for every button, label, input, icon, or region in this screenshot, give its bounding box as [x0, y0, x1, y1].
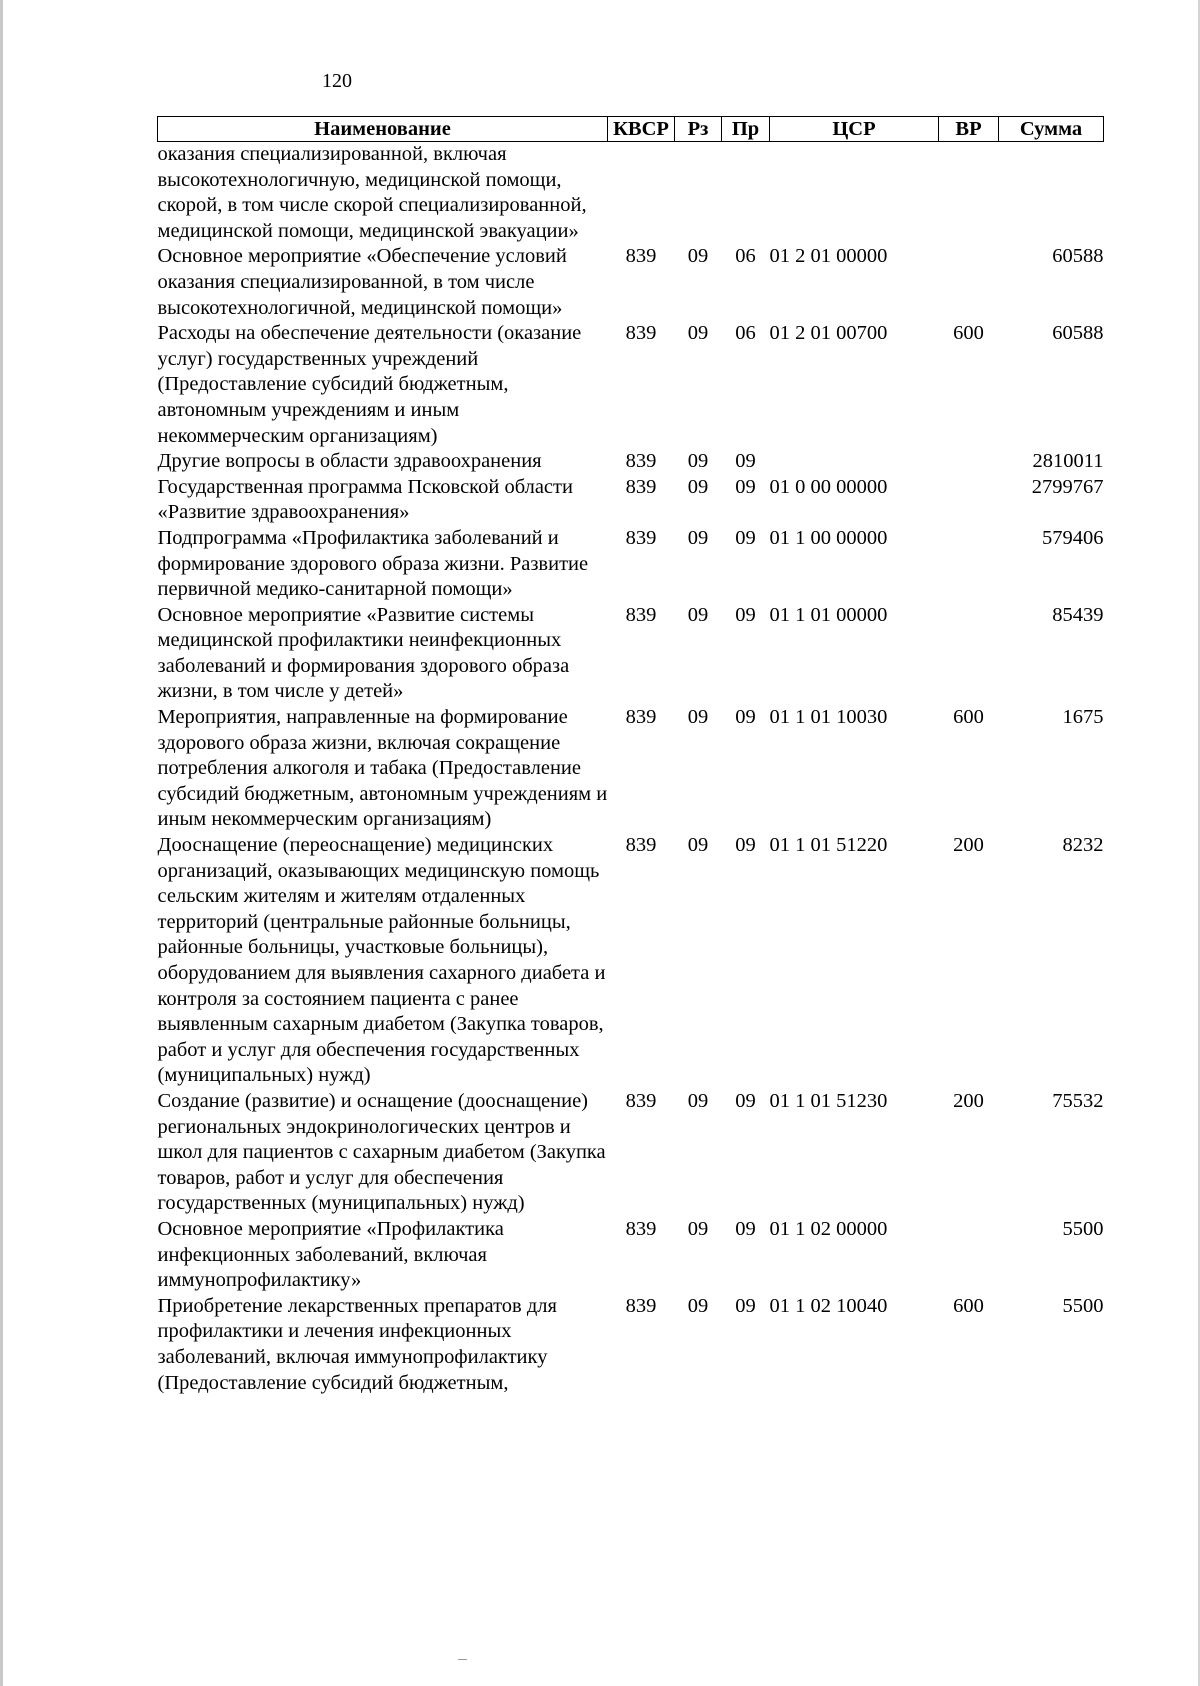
cell-csr: 01 1 01 00000: [769, 603, 888, 626]
cell-vr: 200: [953, 834, 984, 857]
cell-sum: 579406: [1042, 526, 1104, 549]
table-row: [158, 321, 1104, 449]
cell-rz: 09: [687, 450, 709, 473]
cell-sum: 60588: [1052, 245, 1104, 268]
cell-csr: 01 2 01 00000: [769, 245, 888, 268]
cell-rz: 09: [687, 1294, 709, 1317]
cell-csr: 01 2 01 00700: [769, 322, 888, 345]
cell-rz: 09: [687, 834, 709, 857]
cell-vr: 600: [953, 1294, 984, 1317]
cell-name: Государственная программа Псковской области «Развитие здравоохранения»: [157, 475, 573, 524]
cell-sum: 1675: [1062, 706, 1104, 729]
cell-kvsr: [608, 142, 675, 245]
cell-vr: [939, 449, 999, 475]
cell-vr: [939, 526, 999, 603]
cell-pr: 09: [735, 603, 756, 626]
scan-mark: [458, 1659, 467, 1660]
cell-pr: 09: [735, 526, 756, 549]
cell-rz: 09: [687, 322, 709, 345]
cell-pr: [722, 142, 770, 245]
cell-name: Основное мероприятие «Развитие системы медицинской профилактики неинфекционных заболеваний и формирования здорового образа жизни, в том числе у детей»: [157, 603, 570, 703]
cell-vr: [939, 1217, 999, 1294]
cell-sum: 5500: [1062, 1294, 1104, 1317]
cell-kvsr: 839: [625, 1294, 657, 1317]
cell-kvsr: 839: [625, 834, 657, 857]
header-rz: Рз: [675, 117, 722, 142]
cell-sum: 8232: [1062, 834, 1104, 857]
cell-pr: 09: [735, 1294, 756, 1317]
cell-sum: 5500: [1062, 1217, 1104, 1240]
cell-sum: 75532: [1052, 1089, 1104, 1112]
cell-csr: 01 1 02 00000: [769, 1217, 888, 1240]
cell-csr: 01 1 01 51220: [769, 834, 888, 857]
cell-kvsr: 839: [625, 322, 657, 345]
cell-rz: [675, 142, 722, 245]
cell-name: Другие вопросы в области здравоохранения: [157, 450, 542, 473]
table-row: [158, 449, 1104, 475]
cell-kvsr: 839: [625, 245, 657, 268]
cell-sum: [999, 142, 1104, 245]
cell-name: Приобретение лекарственных препаратов для профилактики и лечения инфекционных заболеваний, включая иммунопрофилактику (Предоставление субсидий бюджетным,: [157, 1294, 557, 1394]
table-header: [158, 117, 1104, 142]
header-pr: Пр: [722, 117, 770, 142]
table-row: [158, 142, 1104, 245]
cell-csr: 01 0 00 00000: [769, 475, 888, 498]
cell-vr: 600: [953, 322, 984, 345]
cell-pr: 06: [735, 322, 756, 345]
header-sum: Сумма: [999, 117, 1104, 142]
cell-vr: [939, 142, 999, 245]
table-body: [158, 142, 1104, 1397]
cell-pr: 06: [735, 245, 756, 268]
header-vr: ВР: [939, 117, 999, 142]
cell-rz: 09: [687, 706, 709, 729]
cell-rz: 09: [687, 1217, 709, 1240]
page-number: [0, 70, 1200, 93]
cell-name: Подпрограмма «Профилактика заболеваний и формирование здорового образа жизни. Развитие первичной медико-санитарной помощи»: [157, 526, 589, 601]
cell-csr: 01 1 01 10030: [769, 706, 888, 729]
cell-rz: 09: [687, 245, 709, 268]
page-number-text: 120: [322, 70, 352, 92]
cell-pr: 09: [735, 475, 756, 498]
cell-name: Мероприятия, направленные на формирование здорового образа жизни, включая сокращение потребления алкоголя и табака (Предоставление субсидий бюджетным, автономным учреждениям и иным некоммерческим организациям): [157, 706, 608, 831]
cell-rz: 09: [687, 526, 709, 549]
cell-vr: 600: [953, 706, 984, 729]
cell-rz: 09: [687, 475, 709, 498]
table-row: [158, 526, 1104, 603]
table-row: [158, 1294, 1104, 1396]
cell-kvsr: 839: [625, 1089, 657, 1112]
cell-sum: 85439: [1052, 603, 1104, 626]
cell-csr: 01 1 00 00000: [769, 526, 888, 549]
scan-edge-left: [0, 0, 3, 1686]
cell-name: Основное мероприятие «Обеспечение условий оказания специализированной, в том числе высокотехнологичной, медицинской помощи»: [157, 245, 567, 319]
cell-vr: [939, 603, 999, 705]
cell-name: Основное мероприятие «Профилактика инфекционных заболеваний, включая иммунопрофилактику»: [157, 1217, 504, 1292]
cell-csr: 01 1 01 51230: [769, 1089, 888, 1112]
table-row: [158, 705, 1104, 833]
cell-vr: [939, 244, 999, 321]
cell-rz: 09: [687, 603, 709, 626]
table-row: [158, 1089, 1104, 1217]
table-row: [158, 1217, 1104, 1294]
header-kvsr: КВСР: [608, 117, 675, 142]
cell-kvsr: 839: [625, 706, 657, 729]
header-name: Наименование: [158, 117, 608, 142]
cell-kvsr: 839: [625, 526, 657, 549]
cell-name: Создание (развитие) и оснащение (дооснащение) региональных эндокринологических центров и школ для пациентов с сахарным диабетом (Закупка товаров, работ и услуг для обеспечения государственных (муниципальных) нужд): [157, 1089, 606, 1215]
cell-name: Расходы на обеспечение деятельности (оказание услуг) государственных учреждений (Предоставление субсидий бюджетным, автономным учреждениям и иным некоммерческим организациям): [157, 322, 582, 447]
cell-pr: 09: [735, 1217, 756, 1240]
cell-csr: [770, 449, 939, 475]
header-csr: ЦСР: [770, 117, 939, 142]
table-row: [158, 475, 1104, 526]
cell-kvsr: 839: [625, 1217, 657, 1240]
cell-sum: 60588: [1052, 322, 1104, 345]
cell-csr: 01 1 02 10040: [769, 1294, 888, 1317]
cell-kvsr: 839: [625, 603, 657, 626]
cell-rz: 09: [687, 1089, 709, 1112]
cell-kvsr: 839: [625, 450, 657, 473]
cell-pr: 09: [735, 834, 756, 857]
table-row: [158, 603, 1104, 705]
table-row: [158, 833, 1104, 1089]
cell-pr: 09: [735, 450, 756, 473]
cell-name: оказания специализированной, включая высокотехнологичную, медицинской помощи, скорой, в том числе скорой специализированной, медицинской помощи, медицинской эвакуации»: [157, 143, 587, 242]
cell-vr: [939, 475, 999, 526]
cell-vr: 200: [953, 1089, 984, 1112]
cell-kvsr: 839: [625, 475, 657, 498]
header-row: [158, 117, 1104, 142]
cell-sum: 2810011: [1032, 450, 1104, 473]
cell-name: Дооснащение (переоснащение) медицинских организаций, оказывающих медицинскую помощь сельским жителям и жителям отдаленных территорий (центральные районные больницы, районные больницы, участковые больницы), оборудованием для выявления сахарного диабета и контроля за состоянием пациента с ранее выявленным сахарным диабетом (Закупка товаров, работ и услуг для обеспечения государственных (муниципальных) нужд): [157, 834, 606, 1087]
cell-pr: 09: [735, 706, 756, 729]
table-row: [158, 244, 1104, 321]
cell-sum: 2799767: [1031, 475, 1104, 498]
cell-csr: [770, 142, 939, 245]
budget-table: [157, 116, 1104, 1396]
cell-pr: 09: [735, 1089, 756, 1112]
